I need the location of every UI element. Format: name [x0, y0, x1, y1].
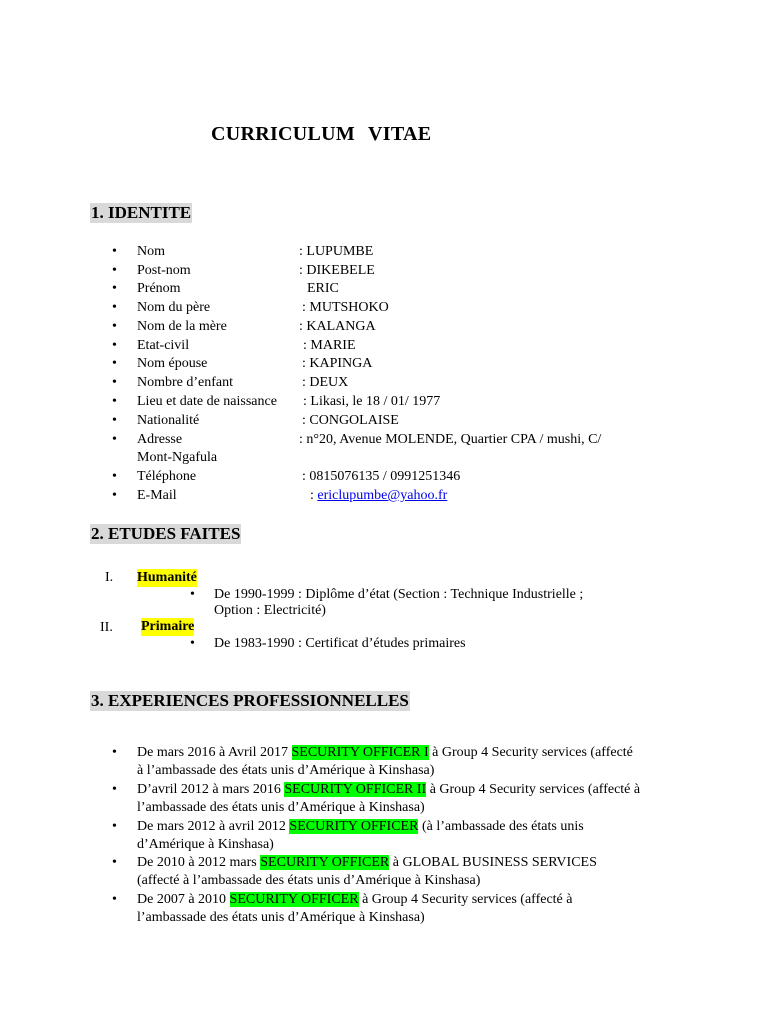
section-heading-experiences: 3. EXPERIENCES PROFESSIONNELLES [91, 691, 409, 710]
bullet-icon: • [112, 488, 117, 503]
field-label: Lieu et date de naissance [137, 394, 277, 409]
list-item [112, 262, 712, 280]
list-item [112, 280, 712, 298]
bullet-icon: • [112, 356, 117, 371]
section-heading-identite: 1. IDENTITE [91, 203, 192, 222]
field-label: Téléphone [137, 469, 197, 484]
field-value: : 0815076135 / 0991251346 [302, 469, 461, 484]
bullet-icon: • [112, 375, 117, 390]
experience-line-cont: l’ambassade des états unis d’Amérique à Kinshasa) [137, 800, 425, 815]
experience-line [137, 854, 597, 872]
experience-line [137, 818, 584, 836]
experience-line-cont: (affecté à l’ambassade des états unis d’Amérique à Kinshasa) [137, 873, 481, 888]
bullet-icon: • [112, 782, 117, 797]
experience-employer: à GLOBAL BUSINESS SERVICES [389, 855, 597, 870]
field-value: : CONGOLAISE [302, 413, 399, 428]
experience-employer: (à l’ambassade des états unis [418, 819, 584, 834]
field-value: : DEUX [302, 375, 349, 390]
experience-period: De mars 2012 à avril 2012 [137, 819, 290, 834]
field-value: : n°20, Avenue MOLENDE, Quartier CPA / mushi, C/ [299, 432, 602, 447]
field-value: : MARIE [303, 338, 356, 353]
bullet-icon: • [112, 244, 117, 259]
field-value: : KALANGA [299, 319, 376, 334]
list-item [112, 318, 712, 336]
experience-role: SECURITY OFFICER II [284, 782, 427, 797]
etude-numeral: II. [100, 620, 113, 635]
list-item [112, 374, 712, 392]
experience-role: SECURITY OFFICER I [291, 745, 429, 760]
bullet-icon: • [112, 469, 117, 484]
list-item [112, 337, 712, 355]
field-label: Adresse [137, 432, 183, 447]
etude-heading: Primaire [141, 619, 195, 634]
field-label: Prénom [137, 281, 181, 296]
experience-line-cont: d’Amérique à Kinshasa) [137, 837, 274, 852]
field-value: : DIKEBELE [299, 263, 375, 278]
section-heading-etudes: 2. ETUDES FAITES [91, 524, 241, 543]
field-label: Nom de la mère [137, 319, 227, 334]
experience-period: D’avril 2012 à mars 2016 [137, 782, 285, 797]
list-item [112, 299, 712, 317]
field-label: Nationalité [137, 413, 200, 428]
experience-period: De 2007 à 2010 [137, 892, 230, 907]
list-item [112, 468, 712, 486]
etude-heading: Humanité [137, 570, 197, 585]
list-item [112, 431, 712, 449]
bullet-icon: • [112, 432, 117, 447]
experience-role: SECURITY OFFICER [260, 855, 390, 870]
experience-employer: à Group 4 Security services (affecté [428, 745, 633, 760]
email-prefix: : [310, 488, 314, 503]
field-label: Etat-civil [137, 338, 190, 353]
experience-employer: à Group 4 Security services (affecté à [358, 892, 573, 907]
field-label: Post-nom [137, 263, 191, 278]
field-label: Nom épouse [137, 356, 208, 371]
field-label: Nom du père [137, 300, 211, 315]
bullet-icon: • [112, 394, 117, 409]
experience-period: De 2010 à 2012 mars [137, 855, 261, 870]
field-value: : LUPUMBE [299, 244, 374, 259]
experience-period: De mars 2016 à Avril 2017 [137, 745, 292, 760]
list-item [112, 243, 712, 261]
experience-line [137, 744, 633, 762]
experience-line-cont: l’ambassade des états unis d’Amérique à Kinshasa) [137, 910, 425, 925]
bullet-icon: • [112, 413, 117, 428]
field-value: : Likasi, le 18 / 01/ 1977 [303, 394, 441, 409]
etude-detail: De 1983-1990 : Certificat d’études primaires [214, 636, 466, 651]
bullet-icon: • [112, 855, 117, 870]
etude-numeral: I. [105, 570, 114, 585]
list-item [112, 487, 712, 505]
bullet-icon: • [190, 587, 195, 602]
bullet-icon: • [112, 319, 117, 334]
experience-line [137, 781, 640, 799]
bullet-icon: • [190, 636, 195, 651]
experience-employer: à Group 4 Security services (affecté à [426, 782, 641, 797]
document-title: CURRICULUM VITAE [211, 123, 432, 145]
bullet-icon: • [112, 892, 117, 907]
address-continuation: Mont-Ngafula [137, 450, 218, 465]
bullet-icon: • [112, 745, 117, 760]
field-label: Nom [137, 244, 165, 259]
list-item [112, 355, 712, 373]
field-value: : KAPINGA [302, 356, 373, 371]
experience-line-cont: à l’ambassade des états unis d’Amérique à Kinshasa) [137, 763, 435, 778]
list-item [112, 412, 712, 430]
experience-role: SECURITY OFFICER [289, 819, 419, 834]
field-value: : MUTSHOKO [302, 300, 389, 315]
experience-line [137, 891, 573, 909]
bullet-icon: • [112, 263, 117, 278]
email-link[interactable]: ericlupumbe@yahoo.fr [317, 488, 448, 503]
etude-detail: De 1990-1999 : Diplôme d’état (Section : Technique Industrielle ; [214, 587, 584, 602]
field-label: Nombre d’enfant [137, 375, 234, 390]
bullet-icon: • [112, 300, 117, 315]
bullet-icon: • [112, 338, 117, 353]
etude-detail-cont: Option : Electricité) [214, 603, 326, 618]
field-label: E-Mail [137, 488, 177, 503]
bullet-icon: • [112, 819, 117, 834]
field-value: ERIC [307, 281, 339, 296]
list-item [112, 393, 712, 411]
bullet-icon: • [112, 281, 117, 296]
field-value [310, 487, 447, 505]
experience-role: SECURITY OFFICER [229, 892, 359, 907]
